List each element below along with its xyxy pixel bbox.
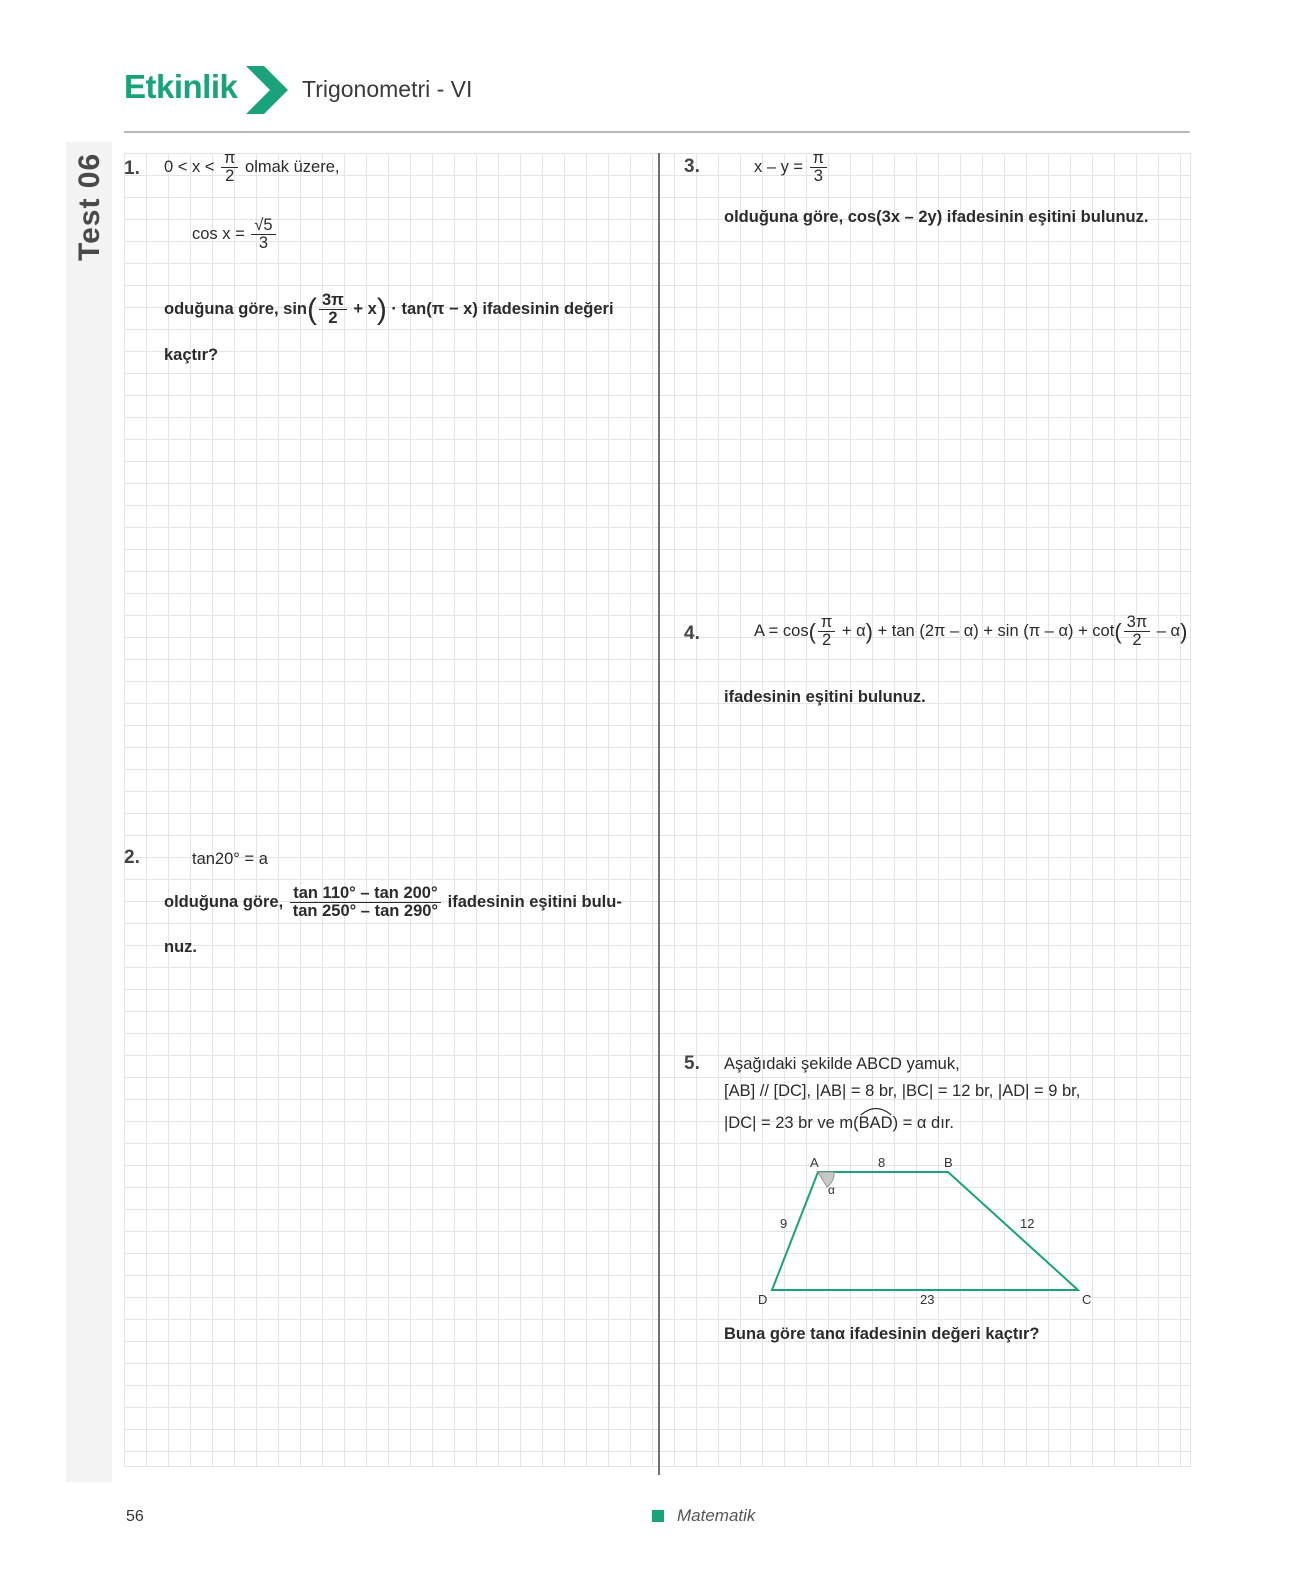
question-2-given: tan20° = a	[192, 850, 268, 868]
q2-frac-num: tan 110° – tan 200°	[290, 885, 440, 903]
vertex-label-d: D	[758, 1292, 768, 1307]
q1-cond-prefix: 0 < x <	[164, 158, 215, 177]
q1-cos-label: cos x =	[192, 225, 245, 244]
q1-cos-fraction	[251, 217, 275, 253]
question-1-number: 1.	[124, 158, 140, 179]
question-5-line3	[724, 1114, 954, 1133]
question-5-text: Buna göre tanα ifadesinin değeri kaçtır?	[724, 1325, 1040, 1343]
q1-cond-suffix: olmak üzere,	[245, 158, 340, 177]
left-paren: (	[1114, 618, 1122, 644]
q1-cos-den: 3	[258, 234, 269, 253]
q1-q-mid: · tan(π − x) ifadesinin değeri	[391, 300, 614, 319]
right-paren: )	[376, 292, 387, 326]
trapezoid-shape	[772, 1172, 1078, 1290]
activity-brand: Etkinlik	[124, 68, 238, 105]
question-2-text-line2: nuz.	[164, 938, 197, 956]
q4-expr-a: A = cos	[754, 622, 809, 641]
page-number: 56	[126, 1508, 144, 1525]
question-1-text-line2: kaçtır?	[164, 346, 219, 364]
q1-q-prefix: oduğuna göre, sin	[164, 300, 307, 319]
question-2-text	[164, 885, 622, 921]
q5-line3-b: ) = α dır.	[892, 1114, 954, 1132]
question-3-given	[754, 150, 829, 186]
question-4-text: ifadesinin eşitini bulunuz.	[724, 688, 926, 706]
side-strip	[66, 142, 112, 1482]
alpha-label: α	[828, 1183, 835, 1197]
q1-cond-den: 2	[225, 167, 235, 186]
q1-cos-num: √5	[251, 217, 275, 235]
question-5-number: 5.	[684, 1053, 700, 1074]
q1-cond-fraction	[221, 150, 238, 186]
trapezoid-figure	[752, 1148, 1112, 1318]
question-1-condition	[164, 150, 340, 186]
question-4-number: 4.	[684, 623, 700, 644]
length-label-dc: 23	[920, 1292, 935, 1307]
q1-inner-num: 3π	[319, 292, 347, 310]
question-1-text	[164, 292, 614, 328]
q3-given-num: π	[810, 150, 827, 168]
q4-t2-fraction	[1124, 614, 1151, 650]
vertex-label-b: B	[944, 1155, 953, 1170]
q5-angle-mark	[859, 1114, 893, 1133]
question-1-cos-given	[192, 217, 278, 253]
q3-given-prefix: x – y =	[754, 158, 804, 177]
q4-t1-fraction	[818, 614, 835, 650]
length-label-ab: 8	[878, 1155, 886, 1170]
q3-given-fraction	[810, 150, 827, 186]
q3-given-den: 3	[813, 167, 823, 186]
q4-t1-num: π	[818, 614, 835, 632]
left-paren: (	[808, 618, 816, 644]
q1-inner-fraction	[319, 292, 347, 328]
q2-frac-den: tan 250° – tan 290°	[292, 902, 439, 921]
vertex-label-a: A	[810, 1155, 819, 1170]
test-number-label: Test 06	[73, 152, 106, 262]
q4-t2-minus: – α	[1156, 622, 1181, 641]
left-paren: (	[307, 292, 317, 326]
question-5-line1: Aşağıdaki şekilde ABCD yamuk,	[724, 1055, 960, 1073]
chevron-right-icon	[246, 66, 288, 114]
question-4-expression	[754, 614, 1187, 650]
q5-line3-a: |DC| = 23 br ve m(	[724, 1114, 859, 1132]
page-title: Trigonometri - VI	[302, 76, 473, 102]
arc-hat-icon	[859, 1106, 893, 1116]
question-3-number: 3.	[684, 156, 700, 177]
length-label-ad: 9	[780, 1216, 788, 1231]
vertex-label-c: C	[1082, 1292, 1092, 1307]
header-rule	[124, 131, 1190, 133]
q2-fraction	[290, 885, 441, 921]
q5-line3-angle: BAD	[858, 1114, 893, 1132]
subject-square-icon	[652, 1510, 664, 1522]
right-paren: )	[865, 618, 873, 644]
q4-t2-den: 2	[1132, 631, 1142, 650]
length-label-bc: 12	[1020, 1216, 1035, 1231]
right-paren: )	[1180, 618, 1188, 644]
q2-q-suffix: ifadesinin eşitini bulu-	[447, 893, 622, 912]
question-3-text: olduğuna göre, cos(3x – 2y) ifadesinin eşitini bulunuz.	[724, 208, 1149, 226]
question-2-number: 2.	[124, 847, 140, 868]
q1-cond-num: π	[221, 150, 238, 168]
q4-t2-num: 3π	[1124, 614, 1151, 632]
question-5-line2: [AB] // [DC], |AB| = 8 br, |BC| = 12 br, |AD| = 9 br,	[724, 1082, 1081, 1100]
q4-t1-den: 2	[822, 631, 832, 650]
subject-label: Matematik	[677, 1506, 756, 1525]
q4-expr-b: + tan (2π – α) + sin (π – α) + cot	[877, 622, 1115, 641]
q1-inner-plus: + x	[353, 300, 377, 319]
q4-t1-plus: + α	[841, 622, 866, 641]
q1-inner-den: 2	[328, 309, 338, 328]
column-divider	[658, 153, 660, 1475]
q2-q-prefix: olduğuna göre,	[164, 893, 284, 912]
